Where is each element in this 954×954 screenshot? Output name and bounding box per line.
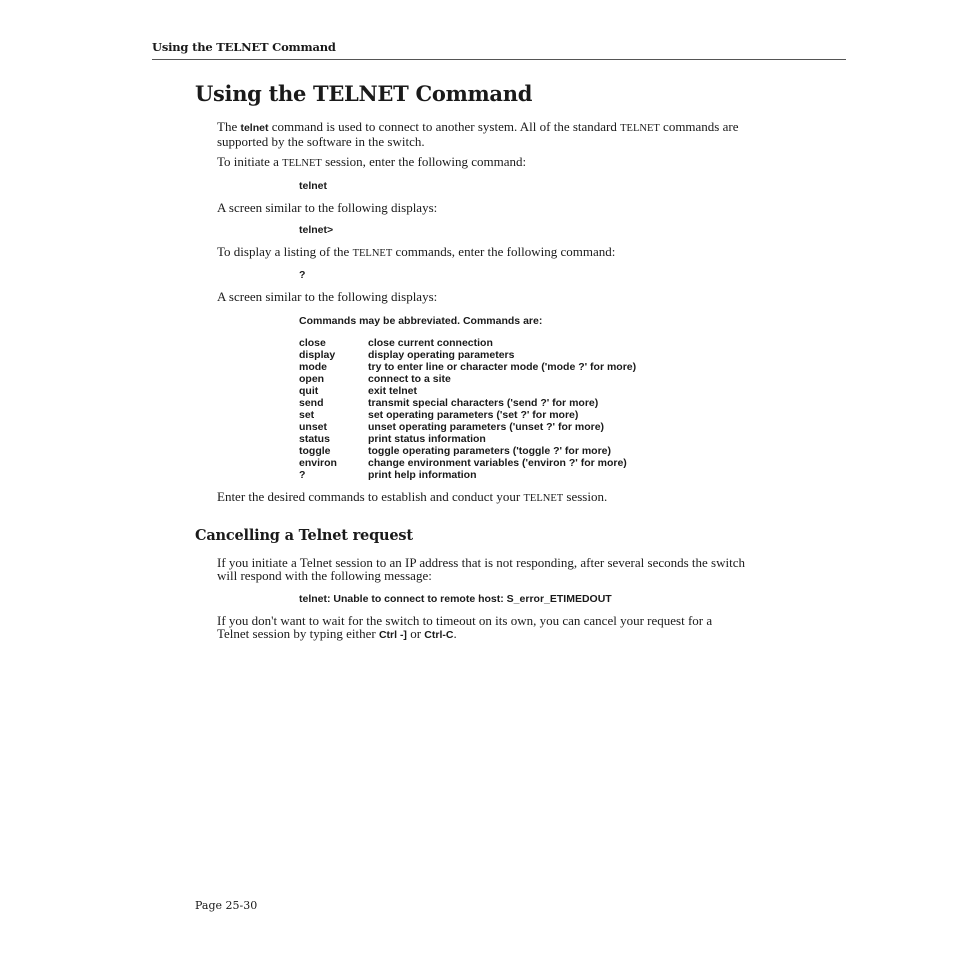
screen-paragraph-2: A screen similar to the following displays: <box>217 289 438 304</box>
command-description: connect to a site <box>368 373 451 385</box>
command-name: environ <box>299 457 337 469</box>
initiate-paragraph: To initiate a TELNET session, enter the following command: <box>217 154 527 169</box>
command-row <box>299 445 636 457</box>
command-name: status <box>299 433 330 445</box>
conduct-paragraph: Enter the desired commands to establish and conduct your TELNET session. <box>217 489 608 504</box>
code-telnet: telnet <box>299 180 328 192</box>
command-row <box>299 397 636 409</box>
command-row <box>299 373 636 385</box>
command-description: display operating parameters <box>368 349 515 361</box>
command-description: transmit special characters ('send ?' for more) <box>368 397 599 409</box>
command-description: unset operating parameters ('unset ?' for more) <box>368 421 605 433</box>
command-row <box>299 349 636 361</box>
command-row <box>299 361 636 373</box>
page-number: Page 25-30 <box>195 899 258 912</box>
command-name: ? <box>299 469 306 481</box>
listing-paragraph: To display a listing of the TELNET commands, enter the following command: <box>217 244 616 259</box>
command-description: print status information <box>368 433 486 445</box>
code-telnet-prompt: telnet> <box>299 224 334 236</box>
command-list <box>299 337 636 481</box>
command-name: mode <box>299 361 328 373</box>
command-row <box>299 421 636 433</box>
cancel-paragraph-1: If you initiate a Telnet session to an IP address that is not responding, after several seconds the switch will respond with the following message: <box>217 555 745 583</box>
command-row <box>299 337 636 349</box>
code-abbrev-note: Commands may be abbreviated. Commands are: <box>299 315 543 327</box>
command-description: print help information <box>368 469 477 481</box>
key-ctrl-bracket: Ctrl -] <box>378 628 407 641</box>
command-row <box>299 469 636 481</box>
command-description: toggle operating parameters ('toggle ?' for more) <box>368 445 612 457</box>
command-name: set <box>299 409 315 421</box>
command-description: exit telnet <box>368 385 418 397</box>
screen-paragraph-1: A screen similar to the following displays: <box>217 200 438 215</box>
code-question: ? <box>299 269 306 281</box>
command-description: set operating parameters ('set ?' for more) <box>368 409 579 421</box>
command-row <box>299 385 636 397</box>
command-name: close <box>299 337 326 349</box>
command-row <box>299 409 636 421</box>
key-ctrl-c: Ctrl-C <box>424 628 454 641</box>
command-row <box>299 457 636 469</box>
page-title: Using the TELNET Command <box>195 81 533 106</box>
command-name: display <box>299 349 336 361</box>
section-heading: Cancelling a Telnet request <box>195 527 413 544</box>
cancel-paragraph-2: If you don't want to wait for the switch to timeout on its own, you can cancel your request for a Telnet session by typing either Ctrl -] or Ctrl-C. <box>217 613 713 641</box>
code-error-message: telnet: Unable to connect to remote host: S_error_ETIMEDOUT <box>299 593 612 605</box>
command-name: toggle <box>299 445 331 457</box>
command-description: change environment variables ('environ ?' for more) <box>368 457 627 469</box>
command-name: open <box>299 373 325 385</box>
command-name: unset <box>299 421 328 433</box>
intro-paragraph: The telnet command is used to connect to another system. All of the standard TELNET commands are supported by the software in the switch. <box>217 119 739 149</box>
header-rule <box>152 59 846 60</box>
inline-command: telnet <box>240 122 269 134</box>
command-description: close current connection <box>368 337 493 349</box>
command-description: try to enter line or character mode ('mode ?' for more) <box>368 361 637 373</box>
running-header: Using the TELNET Command <box>152 40 336 54</box>
command-row <box>299 433 636 445</box>
command-name: send <box>299 397 324 409</box>
command-name: quit <box>299 385 319 397</box>
